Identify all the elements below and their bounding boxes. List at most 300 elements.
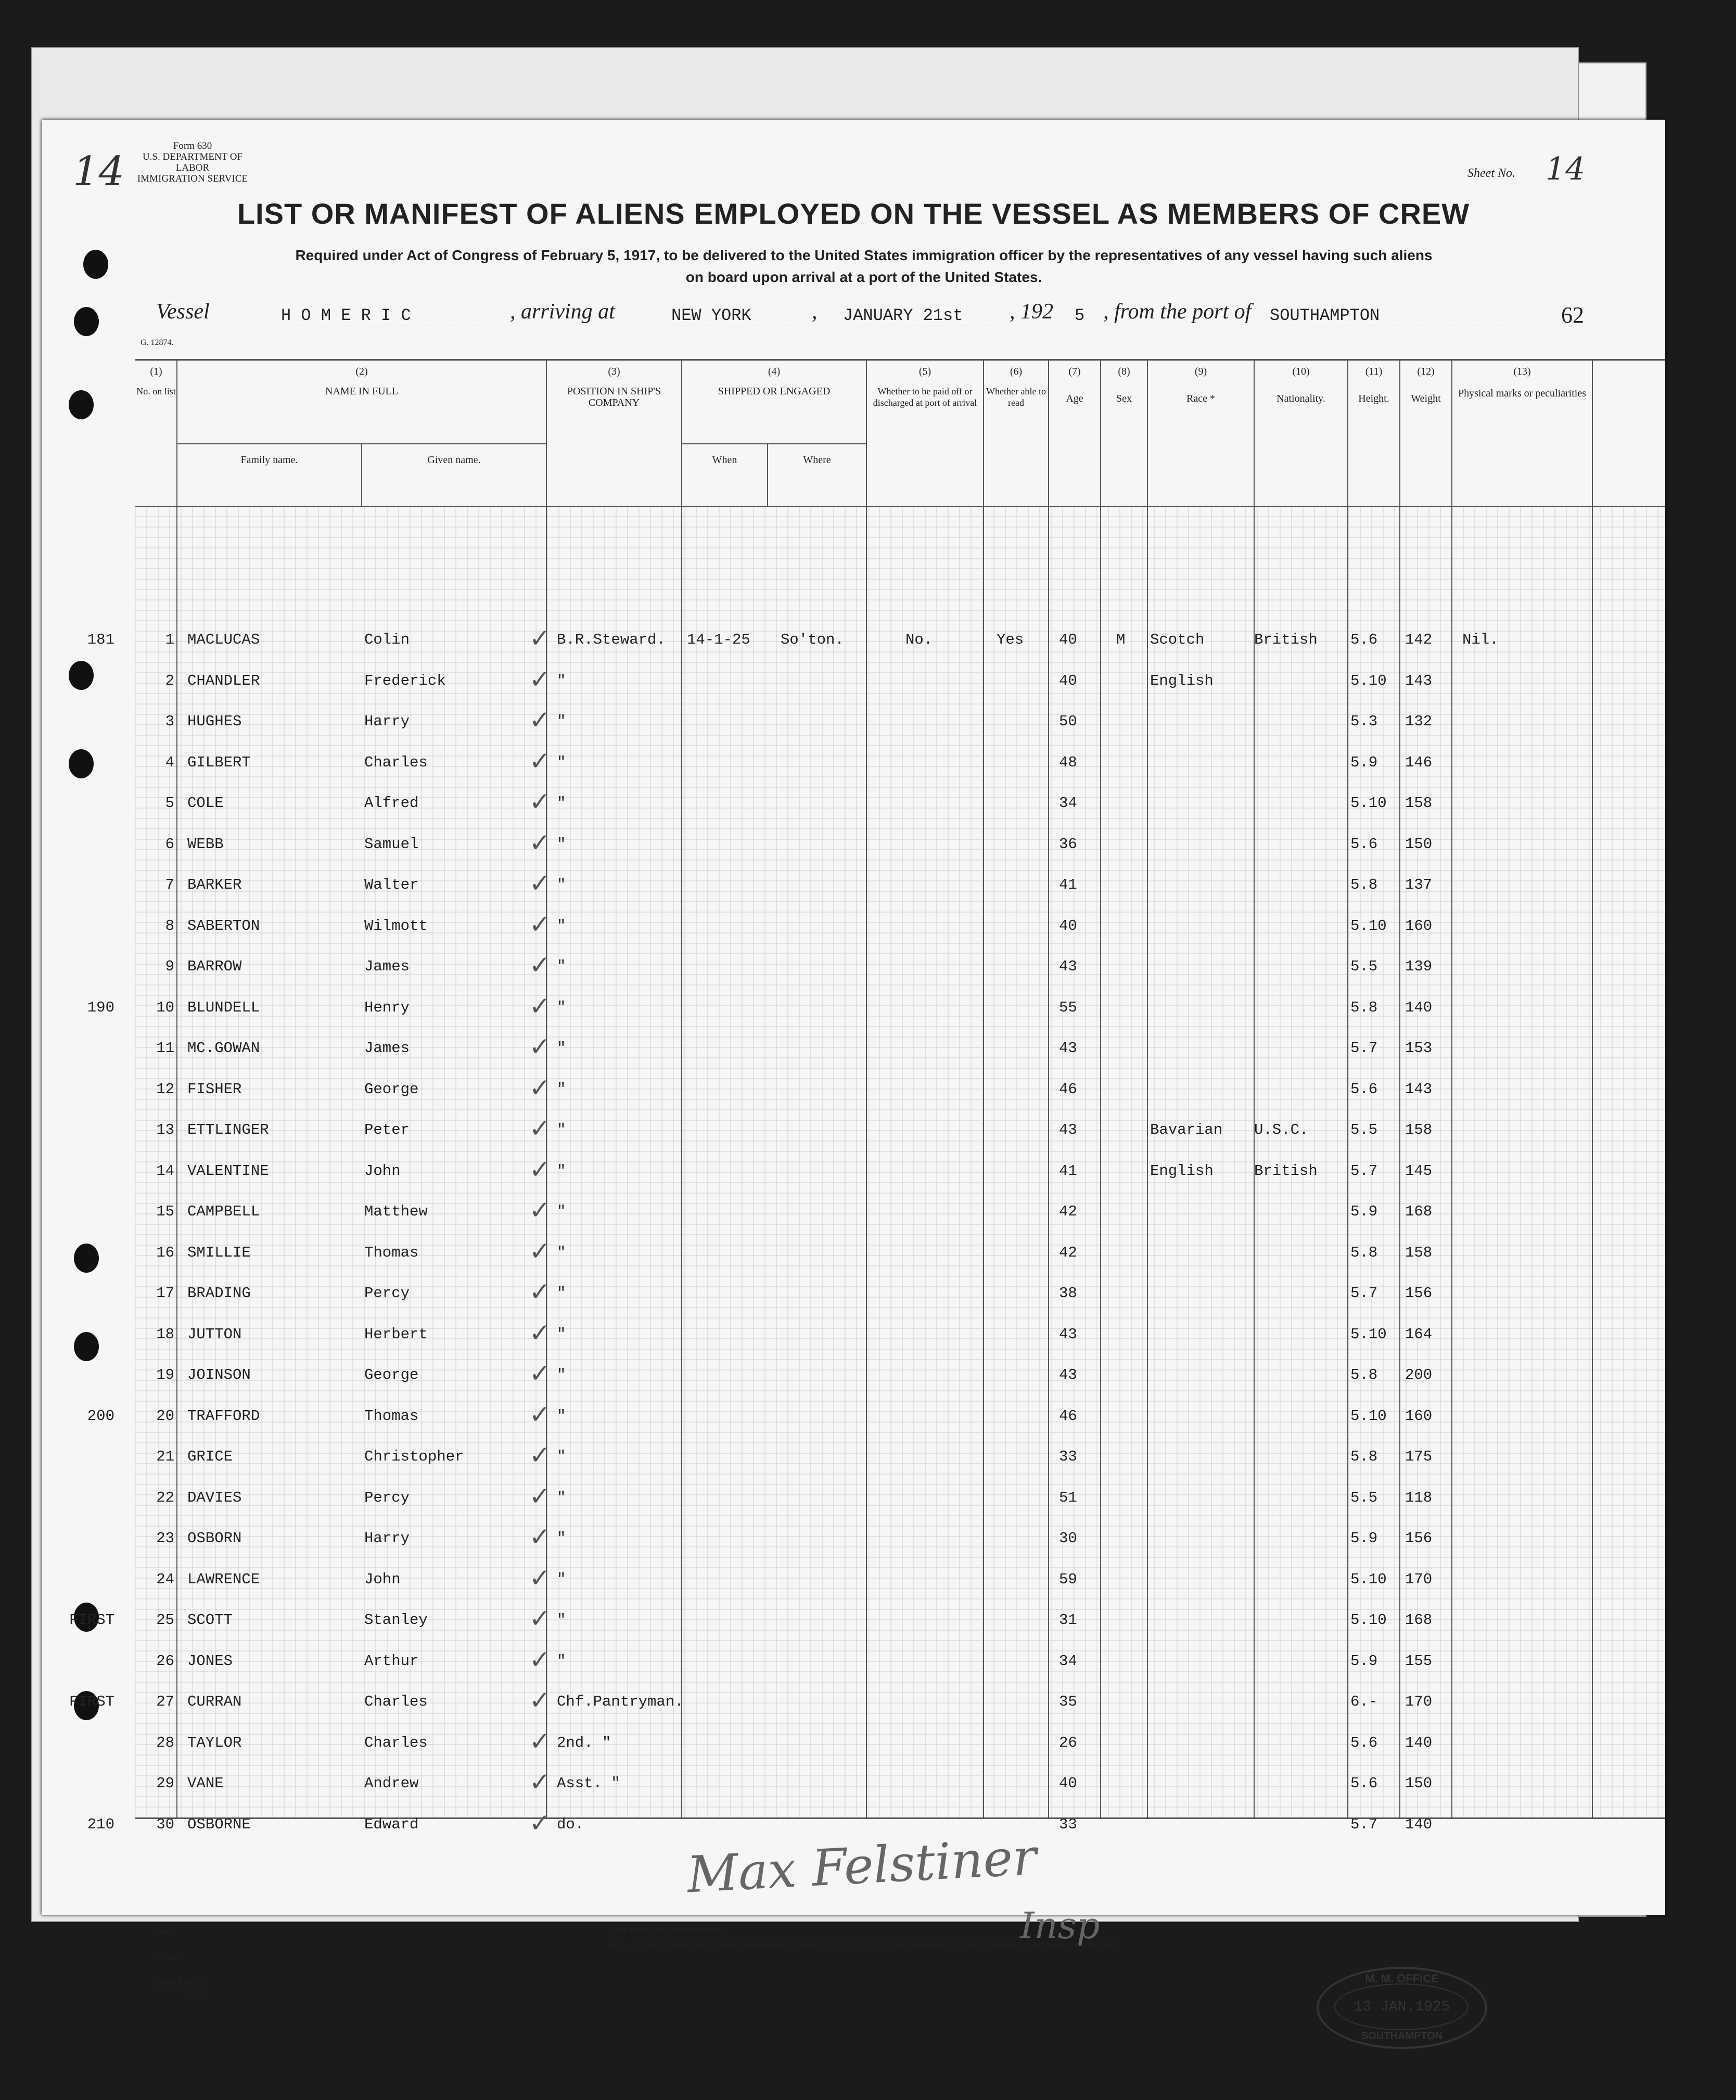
check-mark-icon: ✓ bbox=[531, 1807, 548, 1841]
age: 33 bbox=[1059, 1448, 1077, 1465]
given-name: Arthur bbox=[364, 1652, 419, 1670]
sheet-number-value: 14 bbox=[1546, 151, 1586, 187]
family-name: FISHER bbox=[187, 1080, 242, 1098]
col-nationality-header: (10) Nationality. bbox=[1277, 366, 1325, 404]
check-mark-icon: ✓ bbox=[531, 1725, 548, 1759]
office-stamp bbox=[1317, 1967, 1487, 2049]
weight: 175 bbox=[1405, 1448, 1433, 1465]
family-name: TRAFFORD bbox=[187, 1407, 260, 1425]
age: 41 bbox=[1059, 1162, 1077, 1180]
able-to-read: Yes bbox=[997, 631, 1024, 648]
given-name: Walter bbox=[364, 876, 419, 893]
row-number: 27 bbox=[156, 1693, 174, 1710]
col-no-header: (1) No. on list bbox=[136, 366, 176, 396]
height: 5.7 bbox=[1350, 1162, 1378, 1180]
form-header bbox=[125, 140, 260, 184]
weight: 164 bbox=[1405, 1325, 1433, 1343]
vessel-name: H O M E R I C bbox=[281, 306, 411, 325]
row-number: 25 bbox=[156, 1611, 174, 1629]
check-mark-icon: ✓ bbox=[531, 868, 548, 901]
sex: M bbox=[1116, 631, 1126, 648]
weight: 150 bbox=[1405, 835, 1433, 853]
position: " bbox=[557, 917, 566, 934]
given-name: Percy bbox=[364, 1489, 410, 1506]
height: 5.10 bbox=[1350, 795, 1387, 812]
check-mark-icon: ✓ bbox=[531, 1603, 548, 1636]
check-mark-icon: ✓ bbox=[531, 827, 548, 861]
given-name: Edward bbox=[364, 1815, 419, 1833]
family-name: OSBORNE bbox=[187, 1815, 251, 1833]
weight: 168 bbox=[1405, 1611, 1433, 1629]
service: IMMIGRATION SERVICE bbox=[137, 173, 248, 184]
position: " bbox=[557, 1366, 566, 1384]
position: " bbox=[557, 1407, 566, 1425]
position: " bbox=[557, 795, 566, 812]
row-number: 16 bbox=[156, 1244, 174, 1261]
position: " bbox=[557, 835, 566, 853]
check-mark-icon: ✓ bbox=[531, 1195, 548, 1228]
row-number: 28 bbox=[156, 1734, 174, 1751]
check-mark-icon: ✓ bbox=[531, 1399, 548, 1432]
check-mark-icon: ✓ bbox=[531, 1562, 548, 1596]
col-marks-header: (13) Physical marks or peculiarities bbox=[1458, 366, 1587, 399]
given-name: Andrew bbox=[364, 1775, 419, 1792]
margin-number: 190 bbox=[87, 998, 114, 1016]
given-name: Matthew bbox=[364, 1203, 428, 1220]
position: " bbox=[557, 1285, 566, 1302]
margin-number: 210 bbox=[87, 1815, 114, 1833]
row-number: 17 bbox=[156, 1285, 174, 1302]
col-shipped-header: (4) SHIPPED OR ENGAGED bbox=[718, 366, 831, 397]
col-paid-header: (5) Whether to be paid off or discharged at port of arrival bbox=[873, 366, 977, 408]
from-label: , from the port of bbox=[1103, 300, 1252, 324]
col-position-header: (3) POSITION IN SHIP'S COMPANY bbox=[567, 366, 661, 408]
weight: 155 bbox=[1405, 1652, 1433, 1670]
crew-table bbox=[69, 359, 1665, 1841]
family-name: GRICE bbox=[187, 1448, 233, 1465]
height: 5.6 bbox=[1350, 1080, 1378, 1098]
family-name: SCOTT bbox=[187, 1611, 233, 1629]
family-name: LAWRENCE bbox=[187, 1570, 260, 1588]
family-name: OSBORN bbox=[187, 1530, 242, 1547]
check-mark-icon: ✓ bbox=[531, 705, 548, 738]
family-name: WEBB bbox=[187, 835, 224, 853]
given-name: Harry bbox=[364, 1530, 410, 1547]
binder-hole bbox=[74, 1244, 99, 1273]
row-number: 13 bbox=[156, 1121, 174, 1138]
family-name: HUGHES bbox=[187, 713, 242, 730]
height: 5.7 bbox=[1350, 1040, 1378, 1057]
inspector-signature: Max Felstiner bbox=[685, 1827, 1038, 1904]
form-subtitle-line1: Required under Act of Congress of February 5, 1917, to be delivered to the United States immigration officer by the representatives of any vessel having such aliens bbox=[295, 247, 1433, 263]
age: 51 bbox=[1059, 1489, 1077, 1506]
family-name: CURRAN bbox=[187, 1693, 242, 1710]
weight: 142 bbox=[1405, 631, 1433, 648]
family-name: VANE bbox=[187, 1775, 224, 1792]
row-number: 22 bbox=[156, 1489, 174, 1506]
given-name: Charles bbox=[364, 1734, 428, 1751]
form-number: Form 630 bbox=[173, 140, 212, 151]
age: 30 bbox=[1059, 1530, 1077, 1547]
binder-hole bbox=[69, 661, 94, 690]
binder-hole bbox=[69, 749, 94, 778]
check-mark-icon: ✓ bbox=[531, 663, 548, 697]
stamp-office: M. M. OFFICE bbox=[1365, 1972, 1439, 1985]
weight: 146 bbox=[1405, 753, 1433, 771]
position: " bbox=[557, 672, 566, 689]
row-number: 11 bbox=[156, 1040, 174, 1057]
col-height-header: (11) Height. bbox=[1358, 366, 1389, 404]
margin-sheet-number: 14 bbox=[73, 148, 125, 195]
race: English bbox=[1150, 1162, 1214, 1180]
given-name: Alfred bbox=[364, 795, 419, 812]
height: 5.3 bbox=[1350, 713, 1378, 730]
check-mark-icon: ✓ bbox=[531, 1276, 548, 1310]
weight: 140 bbox=[1405, 998, 1433, 1016]
position: " bbox=[557, 1162, 566, 1180]
age: 50 bbox=[1059, 713, 1077, 730]
check-mark-icon: ✓ bbox=[531, 1113, 548, 1146]
weight: 150 bbox=[1405, 1775, 1433, 1792]
weight: 158 bbox=[1405, 795, 1433, 812]
family-name: MACLUCAS bbox=[187, 631, 260, 648]
form-subtitle bbox=[135, 245, 1592, 288]
binder-hole bbox=[83, 250, 108, 279]
weight: 200 bbox=[1405, 1366, 1433, 1384]
position: Asst. " bbox=[557, 1775, 620, 1792]
position: " bbox=[557, 1530, 566, 1547]
row-number: 2 bbox=[165, 672, 174, 689]
age: 43 bbox=[1059, 1366, 1077, 1384]
family-name: COLE bbox=[187, 795, 224, 812]
check-mark-icon: ✓ bbox=[531, 1235, 548, 1269]
margin-number: 200 bbox=[87, 1407, 114, 1425]
height: 5.10 bbox=[1350, 917, 1387, 934]
check-mark-icon: ✓ bbox=[531, 1031, 548, 1065]
age: 33 bbox=[1059, 1815, 1077, 1833]
family-name: SABERTON bbox=[187, 917, 260, 934]
row-number: 19 bbox=[156, 1366, 174, 1384]
weight: 156 bbox=[1405, 1530, 1433, 1547]
position: " bbox=[557, 958, 566, 975]
age: 43 bbox=[1059, 958, 1077, 975]
races-note: * See list of races on back hereof. bbox=[609, 1925, 721, 1934]
row-number: 7 bbox=[165, 876, 174, 893]
manifest-sheet: 14 Form 630 U.S. DEPARTMENT OF LABOR IMMIGRATION SERVICE Sheet No. 14 LIST OR MANIFEST OF ALIENS EMPLOYED ON THE VESSEL AS MEMBERS OF CREW Required under Act of Congress of February 5, 1917, to be delivered to the United States immigration officer by the representatives of any vessel having such aliens on board upon arrival at a port of the United States. Vessel H O M E R I C , arriving at NEW YORK , JANUARY 21st , 192 5 , from the port of SOUTHAMPTON 62 G. 12874. (1) No. on list (2) NAME IN FULL Family name. Given name. (3) POSITION IN SHIP'S COMPANY (4) SHIPPED OR ENGAGED When Where (5) Whether to be paid off or discharged at port of arrival (6) Whether able to read (7) Age (8) Sex (9) Race * (10) Nationality. (11) Height. (12) Weight (13) Physical marks or peculiarities 181 1 MACLUCAS Colin B.R.Steward. 14-1-25 So'ton. No. Yes 40 M Scotch British 5.6 142 Nil. ✓ 2 CHANDLER Frederick " 40 English 5.10 143 ✓ 3 HUGHES Harry " 50 5.3 132 ✓ 4 GILBERT Charles " 48 5.9 146 ✓ 5 COLE Alfred " 34 5.10 158 ✓ 6 WEBB Samuel " 36 5.6 150 ✓ 7 BARKER Walter " 41 5.8 137 ✓ 8 SABERTON Wilmott " 40 5.10 160 ✓ 9 BARROW James " 43 5.5 139 ✓ 190 10 BLUNDELL Henry " 55 5.8 140 ✓ 11 MC.GOWAN James " 43 5.7 153 ✓ 12 FISHER George " 46 5.6 143 ✓ 13 ETTLINGER Peter " 43 Bavarian U.S.C. 5.5 158 ✓ 14 VALENTINE John " 41 English British 5.7 145 ✓ 15 CAMPBELL Matthew " 42 5.9 168 ✓ 16 SMILLIE Thomas " 42 5.8 158 ✓ 17 BRADING Percy " 38 5.7 156 ✓ 18 JUTTON Herbert " 43 5.10 164 ✓ 19 JOINSON George " 43 5.8 200 ✓ 200 20 TRAFFORD Thomas " 46 5.10 160 ✓ 21 GRICE Christopher " 33 5.8 175 ✓ 22 DAVIES Percy " 51 5.5 118 ✓ 23 OSBORN Harry " 30 5.9 156 ✓ 24 LAWRENCE John " 59 5.10 170 ✓ FIRST 25 SCOTT Stanley " 31 5.10 168 ✓ 26 JONES Arthur " 34 5.9 155 ✓ FIRST 27 CURRAN Charles Chf.Pantryman. 35 6.- 170 ✓ 28 TAYLOR Charles 2nd. " 26 5.6 140 ✓ 29 VANE Andrew Asst. " 40 5.6 150 ✓ 210 30 OSBORNE Edward do. 33 5.7 140 ✓ Max Felstiner Insp Line Owners Local Agents 14-1240 * See list of races on back hereof. Note.—Failure to furnish full or correct information in columns (2), (3), (4), and (5) is punishable by a fine of Ten Dollars for each alien. See other side. bbox=[42, 120, 1665, 1915]
height: 6.- bbox=[1350, 1693, 1378, 1710]
given-name: Thomas bbox=[364, 1407, 419, 1425]
family-name: CHANDLER bbox=[187, 672, 260, 689]
age: 42 bbox=[1059, 1244, 1077, 1261]
age: 59 bbox=[1059, 1570, 1077, 1588]
weight: 137 bbox=[1405, 876, 1433, 893]
height: 5.6 bbox=[1350, 1734, 1378, 1751]
sheet-number-label: Sheet No. bbox=[1467, 167, 1515, 180]
family-name: SMILLIE bbox=[187, 1244, 251, 1261]
row-number: 30 bbox=[156, 1815, 174, 1833]
row-number: 20 bbox=[156, 1407, 174, 1425]
height: 5.8 bbox=[1350, 998, 1378, 1016]
row-number: 18 bbox=[156, 1325, 174, 1343]
family-name: BARKER bbox=[187, 876, 242, 893]
position: " bbox=[557, 1080, 566, 1098]
given-name: Charles bbox=[364, 1693, 428, 1710]
check-mark-icon: ✓ bbox=[531, 1154, 548, 1187]
check-mark-icon: ✓ bbox=[531, 786, 548, 819]
height: 5.6 bbox=[1350, 1775, 1378, 1792]
age: 48 bbox=[1059, 753, 1077, 771]
given-name: Stanley bbox=[364, 1611, 428, 1629]
height: 5.6 bbox=[1350, 835, 1378, 853]
weight: 160 bbox=[1405, 1407, 1433, 1425]
race: English bbox=[1150, 672, 1214, 689]
year-suffix: 5 bbox=[1075, 306, 1085, 325]
shipped-where: So'ton. bbox=[781, 631, 844, 648]
position: " bbox=[557, 1611, 566, 1629]
age: 43 bbox=[1059, 1325, 1077, 1343]
row-number: 8 bbox=[165, 917, 174, 934]
check-mark-icon: ✓ bbox=[531, 1766, 548, 1800]
height: 5.8 bbox=[1350, 1448, 1378, 1465]
inspector-title: Insp bbox=[1020, 1904, 1100, 1947]
nationality: British bbox=[1254, 1162, 1318, 1180]
line-label: Line bbox=[154, 1925, 171, 1936]
form-title: LIST OR MANIFEST OF ALIENS EMPLOYED ON THE VESSEL AS MEMBERS OF CREW bbox=[237, 197, 1470, 230]
given-name: George bbox=[364, 1080, 419, 1098]
height: 5.7 bbox=[1350, 1285, 1378, 1302]
family-name: BRADING bbox=[187, 1285, 251, 1302]
stamp-date: 13 JAN.1925 bbox=[1354, 1999, 1450, 2015]
age: 26 bbox=[1059, 1734, 1077, 1751]
family-name: GILBERT bbox=[187, 753, 251, 771]
age: 40 bbox=[1059, 1775, 1077, 1792]
given-name: George bbox=[364, 1366, 419, 1384]
check-mark-icon: ✓ bbox=[531, 1480, 548, 1514]
age: 36 bbox=[1059, 835, 1077, 853]
row-number: 5 bbox=[165, 795, 174, 812]
weight: 140 bbox=[1405, 1815, 1433, 1833]
height: 5.5 bbox=[1350, 1121, 1378, 1138]
position: B.R.Steward. bbox=[557, 631, 666, 648]
family-name: CAMPBELL bbox=[187, 1203, 260, 1220]
family-name: TAYLOR bbox=[187, 1734, 242, 1751]
given-name: James bbox=[364, 1040, 410, 1057]
col-family-header: Family name. bbox=[240, 454, 298, 466]
family-name: BLUNDELL bbox=[187, 998, 260, 1016]
height: 5.7 bbox=[1350, 1815, 1378, 1833]
margin-number: FIRST bbox=[69, 1693, 114, 1710]
height: 5.9 bbox=[1350, 1652, 1378, 1670]
height: 5.9 bbox=[1350, 1530, 1378, 1547]
col-where-header: Where bbox=[803, 454, 831, 466]
position: " bbox=[557, 753, 566, 771]
check-mark-icon: ✓ bbox=[531, 1072, 548, 1106]
position: " bbox=[557, 713, 566, 730]
row-number: 29 bbox=[156, 1775, 174, 1792]
binder-hole bbox=[74, 307, 99, 336]
row-number: 6 bbox=[165, 835, 174, 853]
penalty-note: Note.—Failure to furnish full or correct information in columns (2), (3), (4), and (5) is punishable by a fine of Ten Dollars for each alien. See other side. bbox=[609, 1941, 1116, 1950]
col-sex-header: (8) Sex bbox=[1116, 366, 1132, 404]
race: Scotch bbox=[1150, 631, 1205, 648]
row-number: 23 bbox=[156, 1530, 174, 1547]
col-age-header: (7) Age bbox=[1066, 366, 1083, 404]
age: 41 bbox=[1059, 876, 1077, 893]
weight: 168 bbox=[1405, 1203, 1433, 1220]
height: 5.10 bbox=[1350, 1325, 1387, 1343]
department: U.S. DEPARTMENT OF LABOR bbox=[142, 151, 243, 173]
agents-code: 14-1240 bbox=[185, 1988, 206, 1995]
departure-port: SOUTHAMPTON bbox=[1270, 306, 1380, 325]
given-name: Samuel bbox=[364, 835, 419, 853]
shipped-when: 14-1-25 bbox=[687, 631, 750, 648]
given-name: Charles bbox=[364, 753, 428, 771]
race: Bavarian bbox=[1150, 1121, 1223, 1138]
given-name: John bbox=[364, 1162, 401, 1180]
given-name: James bbox=[364, 958, 410, 975]
weight: 140 bbox=[1405, 1734, 1433, 1751]
position: " bbox=[557, 1203, 566, 1220]
check-mark-icon: ✓ bbox=[531, 908, 548, 942]
check-mark-icon: ✓ bbox=[531, 990, 548, 1024]
arrival-date: JANUARY 21st bbox=[843, 306, 963, 325]
age: 34 bbox=[1059, 1652, 1077, 1670]
row-number: 24 bbox=[156, 1570, 174, 1588]
margin-number: 181 bbox=[87, 631, 114, 648]
age: 43 bbox=[1059, 1040, 1077, 1057]
age: 31 bbox=[1059, 1611, 1077, 1629]
check-mark-icon: ✓ bbox=[531, 1358, 548, 1391]
height: 5.10 bbox=[1350, 1570, 1387, 1588]
given-name: Peter bbox=[364, 1121, 410, 1138]
position: " bbox=[557, 1570, 566, 1588]
position: " bbox=[557, 1652, 566, 1670]
form-subtitle-line2: on board upon arrival at a port of the United States. bbox=[685, 269, 1042, 285]
given-name: Christopher bbox=[364, 1448, 464, 1465]
nationality: U.S.C. bbox=[1254, 1121, 1309, 1138]
col-race-header: (9) Race * bbox=[1186, 366, 1215, 404]
weight: 118 bbox=[1405, 1489, 1433, 1506]
given-name: Herbert bbox=[364, 1325, 428, 1343]
age: 55 bbox=[1059, 998, 1077, 1016]
family-name: ETTLINGER bbox=[187, 1121, 269, 1138]
row-number: 1 bbox=[165, 631, 174, 648]
given-name: John bbox=[364, 1570, 401, 1588]
position: " bbox=[557, 1448, 566, 1465]
vessel-label: Vessel bbox=[156, 300, 210, 324]
family-name: DAVIES bbox=[187, 1489, 242, 1506]
weight: 153 bbox=[1405, 1040, 1433, 1057]
row-number: 12 bbox=[156, 1080, 174, 1098]
check-mark-icon: ✓ bbox=[531, 623, 548, 656]
arrival-port: NEW YORK bbox=[671, 306, 751, 325]
col-given-header: Given name. bbox=[427, 454, 481, 466]
family-name: VALENTINE bbox=[187, 1162, 269, 1180]
check-mark-icon: ✓ bbox=[531, 1317, 548, 1351]
row-number: 15 bbox=[156, 1203, 174, 1220]
height: 5.5 bbox=[1350, 958, 1378, 975]
given-name: Wilmott bbox=[364, 917, 428, 934]
family-name: MC.GOWAN bbox=[187, 1040, 260, 1057]
year-prefix: , 192 bbox=[1010, 300, 1053, 324]
position: " bbox=[557, 1121, 566, 1138]
weight: 156 bbox=[1405, 1285, 1433, 1302]
given-name: Henry bbox=[364, 998, 410, 1016]
page-number: 62 bbox=[1561, 302, 1584, 328]
paid-off: No. bbox=[905, 631, 933, 648]
col-weight-header: (12) Weight bbox=[1411, 366, 1441, 404]
height: 5.9 bbox=[1350, 1203, 1378, 1220]
position: " bbox=[557, 1489, 566, 1506]
age: 38 bbox=[1059, 1285, 1077, 1302]
agents-label: Local Agents bbox=[154, 1977, 203, 1988]
age: 46 bbox=[1059, 1080, 1077, 1098]
check-mark-icon: ✓ bbox=[531, 1440, 548, 1473]
height: 5.5 bbox=[1350, 1489, 1378, 1506]
family-name: BARROW bbox=[187, 958, 242, 975]
stamp-place: SOUTHAMPTON bbox=[1361, 2030, 1443, 2042]
age: 46 bbox=[1059, 1407, 1077, 1425]
height: 5.10 bbox=[1350, 1611, 1387, 1629]
position: " bbox=[557, 876, 566, 893]
family-name: JONES bbox=[187, 1652, 233, 1670]
age: 40 bbox=[1059, 631, 1077, 648]
height: 5.6 bbox=[1350, 631, 1378, 648]
position: Chf.Pantryman. bbox=[557, 1693, 684, 1710]
height: 5.9 bbox=[1350, 753, 1378, 771]
binder-hole bbox=[74, 1332, 99, 1361]
weight: 158 bbox=[1405, 1244, 1433, 1261]
arriving-label: , arriving at bbox=[510, 300, 615, 324]
check-mark-icon: ✓ bbox=[531, 950, 548, 983]
row-number: 3 bbox=[165, 713, 174, 730]
weight: 139 bbox=[1405, 958, 1433, 975]
row-number: 14 bbox=[156, 1162, 174, 1180]
row-number: 10 bbox=[156, 998, 174, 1016]
height: 5.8 bbox=[1350, 876, 1378, 893]
family-name: JUTTON bbox=[187, 1325, 242, 1343]
age: 34 bbox=[1059, 795, 1077, 812]
weight: 143 bbox=[1405, 672, 1433, 689]
age: 35 bbox=[1059, 1693, 1077, 1710]
given-name: Frederick bbox=[364, 672, 446, 689]
row-number: 9 bbox=[165, 958, 174, 975]
weight: 145 bbox=[1405, 1162, 1433, 1180]
position: " bbox=[557, 998, 566, 1016]
check-mark-icon: ✓ bbox=[531, 1521, 548, 1555]
binder-hole bbox=[69, 390, 94, 419]
row-number: 26 bbox=[156, 1652, 174, 1670]
age: 42 bbox=[1059, 1203, 1077, 1220]
nationality: British bbox=[1254, 631, 1318, 648]
check-mark-icon: ✓ bbox=[531, 1644, 548, 1678]
age: 40 bbox=[1059, 672, 1077, 689]
weight: 143 bbox=[1405, 1080, 1433, 1098]
position: " bbox=[557, 1040, 566, 1057]
position: do. bbox=[557, 1815, 584, 1833]
position: 2nd. " bbox=[557, 1734, 611, 1751]
weight: 170 bbox=[1405, 1693, 1433, 1710]
height: 5.10 bbox=[1350, 1407, 1387, 1425]
height: 5.10 bbox=[1350, 672, 1387, 689]
weight: 158 bbox=[1405, 1121, 1433, 1138]
given-name: Colin bbox=[364, 631, 410, 648]
owners-label: Owners bbox=[154, 1951, 183, 1962]
age: 40 bbox=[1059, 917, 1077, 934]
family-name: JOINSON bbox=[187, 1366, 251, 1384]
check-mark-icon: ✓ bbox=[531, 745, 548, 779]
height: 5.8 bbox=[1350, 1366, 1378, 1384]
